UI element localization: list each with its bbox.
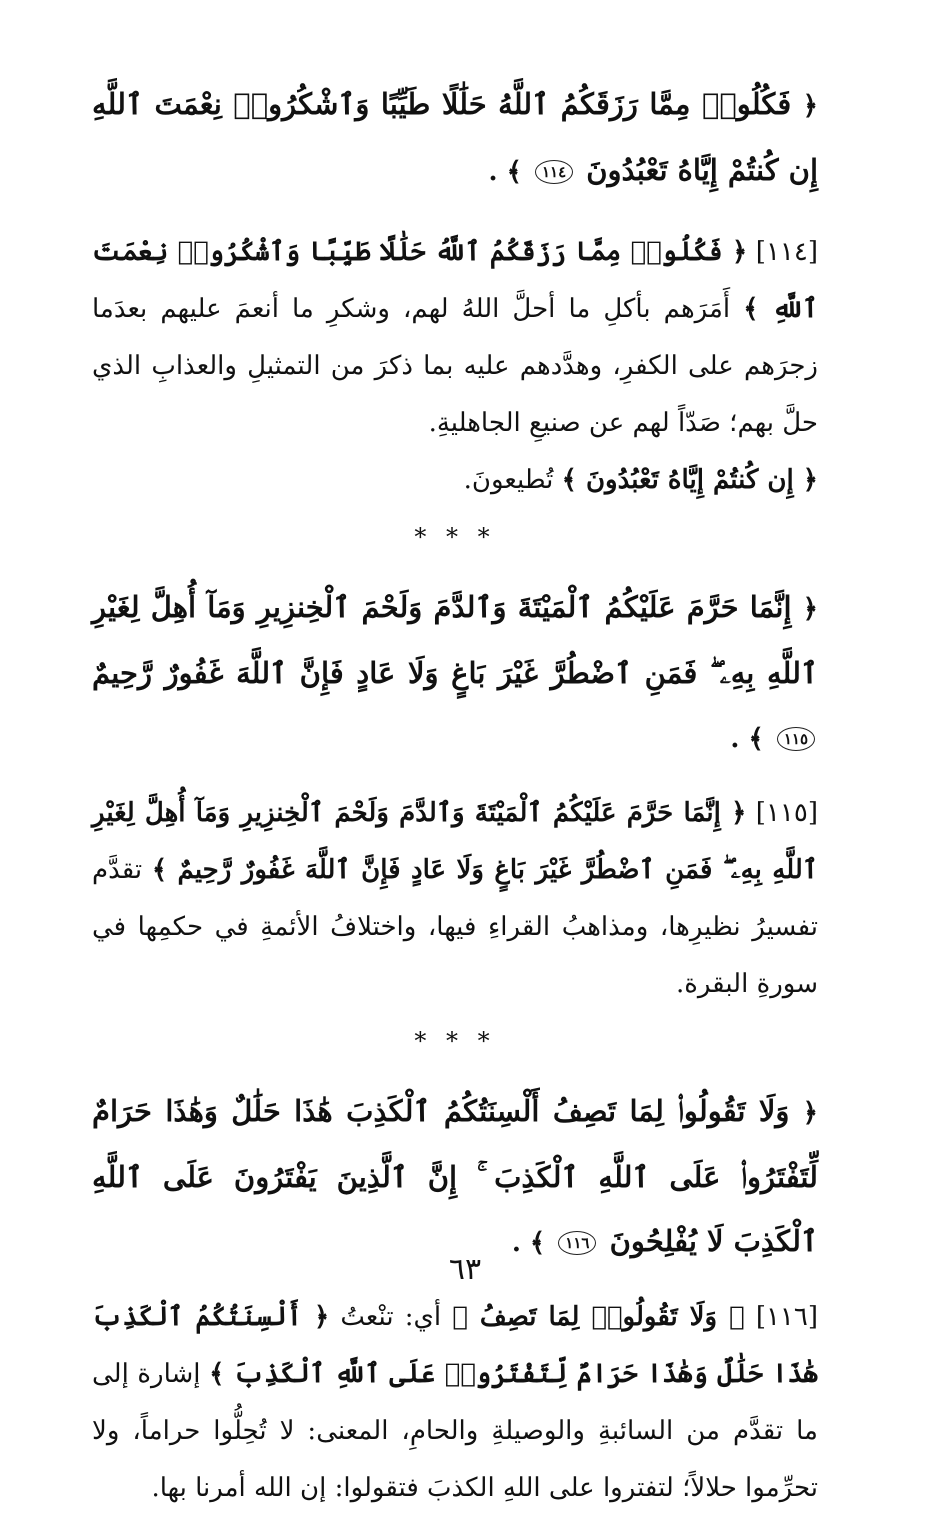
verse-reference: [١١٥] xyxy=(755,798,818,828)
commentary-text: تقدَّم تفسيرُ نظيرِها، ومذاهبُ القراءِ فيها، واختلافُ الأئمةِ في حكمِها في سورةِ البقرة. xyxy=(92,855,818,999)
quoted-verse: ﴿ فَكُلُوا۟ مِمَّا رَزَقَكُمُ ٱللَّهُ حَلَٰلًا طَيِّبًا وَٱشْكُرُوا۟ نِعْمَتَ ٱللَّهِ ﴾ xyxy=(92,237,818,324)
verse-text: فَكُلُوا۟ مِمَّا رَزَقَكُمُ ٱللَّهُ حَلَٰلًا طَيِّبًا وَٱشْكُرُوا۟ نِعْمَتَ ٱللَّهِ إِن كُنتُمْ إِيَّاهُ تَعْبُدُونَ xyxy=(92,87,818,187)
commentary-115 xyxy=(92,785,818,1013)
verse-open-bracket: ﴿ xyxy=(802,1098,818,1128)
commentary-116 xyxy=(92,1289,818,1517)
verse-close-bracket: ﴾ . xyxy=(511,1228,546,1258)
commentary-114-gloss xyxy=(92,452,818,509)
quoted-verse: ﴿ إِنَّمَا حَرَّمَ عَلَيْكُمُ ٱلْمَيْتَةَ وَٱلدَّمَ وَلَحْمَ ٱلْخِنزِيرِ وَمَآ أُهِلَّ لِغَيْرِ ٱللَّهِ بِهِۦ ۖ فَمَنِ ٱضْطُرَّ غَيْرَ بَاغٍ وَلَا عَادٍ فَإِنَّ ٱللَّهَ غَفُورٌ رَّحِيمٌ ﴾ xyxy=(92,798,819,885)
quoted-verse: ﴿ أَلْسِنَتُكُمُ ٱلْكَذِبَ هَٰذَا حَلَٰلٌ وَهَٰذَا حَرَامٌ لِّتَفْتَرُوا۟ عَلَى ٱللَّهِ ٱلْكَذِبَ ﴾ xyxy=(92,1302,819,1389)
commentary-text: إشارة إلى ما تقدَّم من السائبةِ والوصيلةِ والحامِ، المعنى: لا تُحِلُّوا حراماً، ولا تحرِّموا حلالاً؛ لتفتروا على اللهِ الكذبَ فتقولوا: إن الله أمرنا بها. xyxy=(92,1359,818,1503)
verse-close-bracket: ﴾ . xyxy=(488,157,522,187)
verse-number-marker: ١١٥ xyxy=(777,727,815,751)
verse-open-bracket: ﴿ xyxy=(802,594,818,624)
verse-116 xyxy=(92,1079,818,1275)
commentary-text: تُطيعونَ. xyxy=(463,465,554,495)
verse-text: وَلَا تَقُولُوا۟ لِمَا تَصِفُ أَلْسِنَتُكُمُ ٱلْكَذِبَ هَٰذَا حَلَٰلٌ وَهَٰذَا حَرَامٌ لِّتَفْتَرُوا۟ عَلَى ٱللَّهِ ٱلْكَذِبَ ۚ إِنَّ ٱلَّذِينَ يَفْتَرُونَ عَلَى ٱللَّهِ ٱلْكَذِبَ لَا يُفْلِحُونَ xyxy=(92,1094,818,1258)
verse-reference: [١١٦] xyxy=(755,1302,819,1332)
commentary-text: أَمَرَهم بأكلِ ما أحلَّ اللهُ لهم، وشكرِ ما أنعمَ عليهم بعدَما زجرَهم على الكفرِ، وهدَّدهم عليه بما ذكرَ من التمثيلِ والعذابِ الذي حلَّ بهم؛ صَدّاً لهم عن صنيعِ الجاهليةِ. xyxy=(92,294,818,438)
verse-reference: [١١٤] xyxy=(755,237,819,267)
commentary-text: أي: تنْعتُ xyxy=(340,1302,442,1332)
verse-114 xyxy=(92,72,818,204)
verse-number-marker: ١١٤ xyxy=(535,160,573,184)
section-separator: * * * xyxy=(414,1027,496,1055)
verse-close-bracket: ﴾ . xyxy=(730,724,764,754)
commentary-114 xyxy=(92,224,818,452)
verse-text: إِنَّمَا حَرَّمَ عَلَيْكُمُ ٱلْمَيْتَةَ وَٱلدَّمَ وَلَحْمَ ٱلْخِنزِيرِ وَمَآ أُهِلَّ لِغَيْرِ ٱللَّهِ بِهِۦ ۖ فَمَنِ ٱضْطُرَّ غَيْرَ بَاغٍ وَلَا عَادٍ فَإِنَّ ٱللَّهَ غَفُورٌ رَّحِيمٌ xyxy=(92,590,818,690)
verse-115 xyxy=(92,575,818,771)
verse-open-bracket: ﴿ xyxy=(802,91,818,121)
page-number: ٦٣ xyxy=(448,1252,482,1287)
quoted-verse: ﴿ وَلَا تَقُولُوا۟ لِمَا تَصِفُ ﴾ xyxy=(452,1302,745,1332)
section-separator: * * * xyxy=(414,523,496,551)
quoted-verse: ﴿ إِن كُنتُمْ إِيَّاهُ تَعْبُدُونَ ﴾ xyxy=(561,465,818,495)
verse-number-marker: ١١٦ xyxy=(558,1231,596,1255)
